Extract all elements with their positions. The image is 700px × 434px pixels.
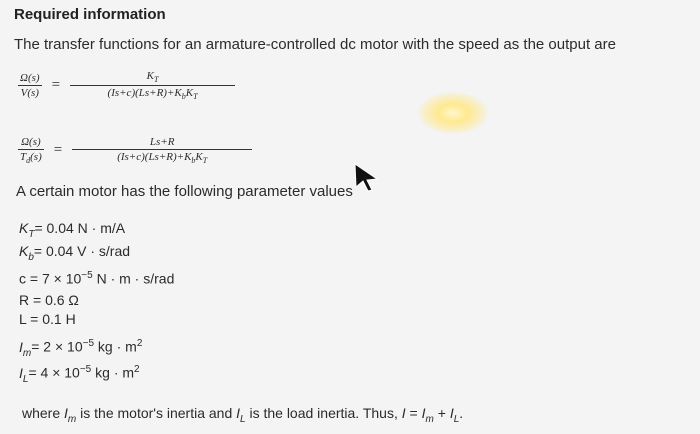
parameter-lead-in: A certain motor has the following parameter values [16, 183, 353, 200]
light-glare [418, 92, 488, 134]
param-kb: $K_b= 0.04$ V · s/rad [19, 243, 131, 263]
section-heading: Required information [14, 6, 166, 23]
inertia-note: where $I_m$ is the motor's inertia and $I_L$ is the load inertia. Thus, $I = I_m + I_L$. [22, 405, 464, 425]
rhs-fraction: $\frac{Ls+R}{(Is+c)(Ls+R)+K_bK_T}$ [72, 136, 252, 165]
rhs-fraction [70, 70, 235, 101]
lhs-fraction: $\frac{\Omega(s)}{T_d(s)}$ [20, 136, 42, 166]
numerator: $K_T$ [70, 70, 235, 86]
intro-text: The transfer functions for an armature-controlled dc motor with the speed as the output are [14, 36, 616, 53]
denominator: $(Is+c)(Ls+R)+K_bK_T$ [117, 151, 208, 166]
transfer-function-voltage: $\frac{\Omega(s)}{V(s)}$ = $\frac{K_T}{(Is+c)(Ls+R)+K_bK_T}$ [18, 70, 235, 101]
denominator: $(Is+c)(Ls+R)+K_bK_T$ [107, 87, 198, 102]
param-im: $I_m= 2 \times 10^{-5}$ kg · $m^2$ [19, 338, 143, 359]
lhs-fraction: $\frac{\Omega(s)}{V(s)}$ [20, 72, 40, 100]
param-kt: $K_T= 0.04$ N · m/A [19, 220, 126, 240]
param-l: L = 0.1 H [19, 311, 76, 327]
param-c: $c = 7 \times 10^{-5}$ N · m · s/rad [19, 270, 175, 287]
mouse-pointer-icon [353, 162, 379, 192]
param-il: $I_L= 4 \times 10^{-5}$ kg · $m^2$ [19, 364, 140, 385]
param-r: R = 0.6 Ω [19, 292, 79, 308]
transfer-function-disturbance: $\frac{\Omega(s)}{T_d(s)}$ = $\frac{Ls+R}{(Is+c)(Ls+R)+K_bK_T}$ [18, 136, 252, 165]
lhs-denominator: $T_d(s)$ [20, 151, 42, 166]
